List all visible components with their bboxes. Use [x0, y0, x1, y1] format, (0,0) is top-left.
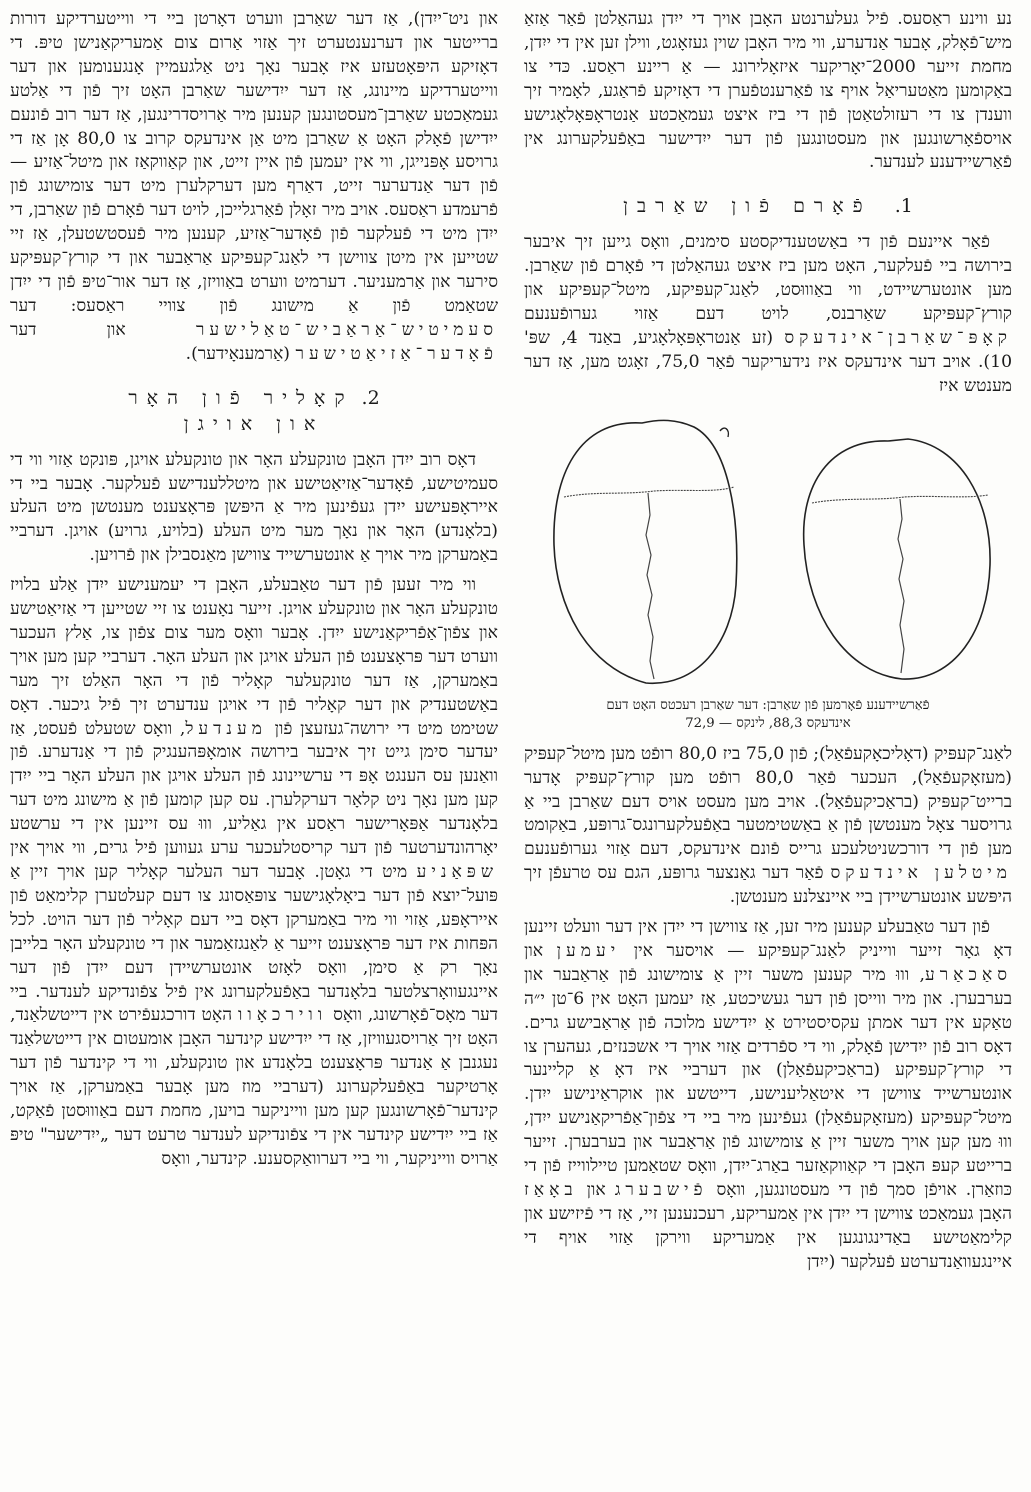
paragraph-table-observations: פֿון דער טאַבעלע קענען מיר זען, אַז צווישן די ייִדן אין דער וועלט זיינען דאָ גאָר זייער ווייניק לאַנג־קעפּיקע — אויסער אין יעמען און סאַכאַרע, וווּ מיר קענען משער זיין אַ צומישונג פֿון אַראַבער און בערבערן. און מיר ווייסן פֿון דער געשיכטע, אַז יעמען האָט אין 6־טן י״ה טאַקע אין דער אמתן עקסיסטירט אַ ייִדישע מלוכה פֿון אַראַבישע גרים. דאָס רוב פֿון ייִדישן פֿאָלק, ווי די ספֿרדים אַזוי אויך די אשכּנזים, געהערן צו די קורץ־קעפּיקע (בראַכיקעפֿאַלן) און דערביי איז דאָ אַ קליינער אונטערשייד צווישן די איטאַליענישע, דייטשע און אוקראַינישע ייִדן. מיטל־קעפּיקע (מעזאָקעפֿאַלן) געפֿינען מיר ביי די צפֿון־אַפֿריקאַנישע ייִדן, וווּ מען קען אויך משער זיין אַ צומישונג פֿון אַראַבער און בערבערן. זייער ברייטע קעפּ האָבן די קאַווקאַזער באַרג־ייִדן, וואָס שטאַמען טיילווייז פֿון די כּוזאַרן. אויפֿן סמך פֿון די מעסטונגען, וואָס פֿישבערג און באָאַז האָבן געמאַכט צווישן די ייִדן אין אַמעריקע, רעכנענען זיי, אַז די פֿיזישע און קלימאַטישע באַדינגונגען אין אַמעריקע ווירקן אַזוי אויף די איינגעוואַנדערטע פֿעלקער (ייִדן	[524, 917, 1012, 1272]
section-title-line-1: קאָליר פֿון האָר	[128, 386, 354, 409]
paragraph-hair-eyes-table: ווי מיר זעען פֿון דער טאַבעלע, האָבן די יעמענישע ייִדן אַלע בלויז טונקעלע האָר און טונקעלע אויגן. זייער נאָענט צו זיי שטייען די אַזיאַטישע און צפֿון־אַפֿריקאַנישע ייִדן. אָבער וואָס מער צום צפֿון צו, אַלץ העכער ווערט דער פּראָצענט פֿון העלע אויגן און העלע האָר. דערביי קען מען אויך באַמערקן, אַז דער טונקעלער קאָליר פֿון די האָר האַלט זיך מער באַשטענדיק און דער קאָליר פֿון די אויגן ענדערט זיך פֿיל גיכער. דאָס שטימט מיט די ירושה־געזעצן פֿון מענדעל, וואָס שטעלט פֿעסט, אַז יעדער סימן גייט זיך איבער בירושה אומאָפּהענגיק פֿון די אַנדערע. פֿון וואַנען עס הענגט אָפּ די ערשיינונג פֿון העלע אויגן און העלע האָר ביי ייִדן קען מען נאָך ניט קלאָר דערקלערן. עס קען קומען פֿון אַ מישונג מיט דער בלאָנדער אַפּאָרישער ראַסע אין גאַליע, וווּ עס זיינען אין די ערשטע יאָרהונדערטער פֿון דער קריסטלעכער ערע געווען פֿיל גרים, ווי אויך אין שפּאַניע מיט די גאָטן. אָבער דער העלער קאָליר קען אויך זיין אַ פּועל־יוצא פֿון דער ביאָלאָגישער צופּאַסונג צו דעם קעלטערן קלימאַט פֿון אייראָפּע, אַזוי ווי מיר באַמערקן דאָס ביי דעם קאָליר פֿון דער הויט. לכל הפּחות איז דער פּראָצענט זייער אַ לאַנגזאַמער און די טונקעלע האָר בלייבן נאָך רק אַ סימן, וואָס לאָזט אונטערשיידן דעם ייִדן פֿון דער איינגעוואָרצלטער בלאָנדער באַפֿעלקערונג אין פֿיל צפֿונדיקע לענדער. ביי דער מאָס־פֿאָרשונג, וואָס ווירכאָוו האָט דורכגעפֿירט אין דייטשלאַנד, האָט זיך אַרויסגעוויזן, אַז די ייִדישע קינדער האָבן אומעטום אין דייטשלאַנד נעגנבן אַ אַנדער פּראָצענט בלאָנדע און טונקעלע, ווי די קינדער פֿון דער אָרטיקער באַפֿעלקערונג (דערביי מוז מען אָבער באַמערקן, אַז אויך קינדער־פֿאָרשונגען קען מען ווייניקער בויען, מחמת דעם באַוווּסטן פֿאַקט, אַז ביי ייִדישע קינדער אין די צפֿונדיקע לענדער טרעט דער „ייִדישער" טיפּ אַרויס ווייניקער, ווי ביי דערוואַקסענע. קינדער, וואָס	[10, 575, 498, 1169]
spaced-name: מענדעל	[185, 718, 267, 739]
paragraph-skull-form: פֿאַר איינעם פֿון די באַשטענדיקסטע סימנים, וואָס גייען זיך איבער בירושה ביי פֿעלקער, האָט מען ביז איצט געהאַלטן די פֿאָרם פֿון שאַרבן. מען אונטערשיידט, ווי באַוווּסט, לאַנג־קעפּיקע, מיטל־קעפּיקע און קורץ־קעפּיקע שאַרבנס, לויט דעם אַזוי גערופֿענעם קאָפּ־שאַרבן־אינדעקס (זע אַנטראָפּאָלאָגיע, באַנד 4, שפּ' 10). אויב דער אינדעקס איז נידעריקער פֿאַר 75,0, זאָגט מען, אַז דער מענטש איז	[524, 232, 1012, 396]
section-title: פֿאָרם פֿון שאַרבן	[623, 195, 872, 218]
spaced-term: סעמיטיש־אַראַביש־טאַלישער	[195, 319, 498, 340]
section-number: 2.	[361, 386, 380, 409]
section-number: 1.	[894, 195, 913, 218]
intro-paragraph: נע ווינע ראַסעס. פֿיל געלערנטע האָבן אויך די ייִדן געהאַלטן פֿאַר אַזאַ מיש־פֿאָלק, אָבער אַנדערע, ווי מיר האָבן שוין געזאָגט, ווילן זען אין די ייִדן, מחמת זייער 2000־יאָריקער איזאָלירונג — אַ ריינע ראַסע. כּדי צו באַקומען מאַטעריאַל אויף צו פֿאַרענטפֿערן די דאָזיקע פֿראַגע, לאָמיר זיך ווענדן צו די רעזולטאַטן פֿון די ביז איצט געמאַכטע אַנטראָפּאָלאָגישע אויספֿאָרשונגען און מעסטונגען פֿון דער ייִדישער באַפֿעלקערונג אין פֿאַרשיידענע לענדער.	[524, 9, 1012, 173]
left-column	[10, 8, 498, 1486]
skull-left-sagittal	[646, 493, 654, 679]
paragraph-index-ranges: לאַנג־קעפּיק (דאָליכאָקעפֿאַל); פֿון 75,0 ביז 80,0 רופֿט מען מיטל־קעפּיק (מעזאָקעפֿאַל), העכער פֿאַר 80,0 רופֿט מען קורץ־קעפּיק אָדער ברייט־קעפּיק (בראַכיקעפֿאַל). אויב מען מעסט אויס דעם שאַרבן ביי אַ גרויסער צאָל מענטשן פֿון אַ באַשטימטער באַפֿעלקערונגס־גרופּע, באַקומט מען פֿון די דורכשניטלעכע גרייס פֿונם אינדעקס, דעם אַזוי גערופֿענעם מיטלען אינדעקס פֿאַר דער גאַנצער גרופּע, הגם עס טרעפֿן זיך היפּשע אונטערשיידן ביי איינצלנע מענטשן.	[524, 743, 1012, 908]
spaced-term: שפּאַניע	[416, 862, 498, 882]
skull-left-outline	[554, 420, 737, 683]
spaced-name: באָאַז	[524, 1180, 578, 1200]
paragraph-continuation: און ניט־ייִדן), אַז דער שאַרבן ווערט דאָרטן ביי די ווייטערדיקע דורות ברייטער און דערנענטערט זיך אַזוי אַרום צום אַמעריקאַנישן טיפּ. די דאָזיקע היפּאָטעזע איז אָבער נאָך ניט אַלגעמיין אָנגענומען און דער ווייטערדיקע מיינונג, אַז דער ייִדישער שאַרבן האָט זיך פֿון די אַלטע געמאַכטע שאַרבן־מעסטונגען קענען מיר אַרויסדרינגען, אַז דער רוב פֿונעם ייִדישן פֿאָלק האָט אַ שאַרבן מיט אַן אינדעקס קרוב צו 80,0 אָן אַז די גרויסע אָפּנייגן, ווי אין יעמען פֿון איין זייט, און קאַווקאַז און מיטל־אַזיע — פֿון דער אַנדערער זייט, דאַרף מען דערקלערן מיט דער צומישונג פֿון פֿרעמדע ראַסעס. אויב מיר זאָלן פֿאַרגלייכן, לויט דער פֿאָרם פֿון שאַרבן, די ייִדן מיט די פֿעלקער פֿון פֿאָדער־אַזיע, קענען מיר פֿעסטשטעלן, אַז זיי שטייען אין מיטן צווישן די לאַנג־קעפּיקע אַראַבער און די קורץ־קעפּיקע סירער און אַרמעניער. דערמיט ווערט באַוויזן, אַז דער אור־טיפּ פֿון די ייִדן שטאַמט פֿון אַ מישונג פֿון צוויי ראַסעס: דער סעמיטיש־אַראַביש־טאַלישער און דער פֿאָדער־אַזיאַטישער (אַרמענאָידער).	[10, 9, 498, 364]
section-heading-hair-eyes	[10, 385, 498, 437]
figure-caption	[524, 697, 1012, 733]
right-column	[524, 8, 1012, 1486]
figure-caption-line-1: פֿאַרשיידענע פֿאָרמען פֿון שאַרבן: דער שאַרבן רעכטס האָט דעם	[606, 697, 930, 713]
spaced-term: יעמען	[556, 940, 621, 961]
skulls-illustration	[524, 405, 1012, 695]
section-title-line-2: און אויגן	[183, 412, 325, 435]
skull-right-sagittal	[898, 499, 904, 673]
paragraph-hair-eyes-intro: דאָס רוב ייִדן האָבן טונקעלע האָר און טונקעלע אויגן, פּונקט אַזוי ווי די סעמיטישע, פֿאָדער־אַזיאַטישע און מיטללענדישע פֿעלקער. אָבער ביי די אייראָפּעישע ייִדן געפֿינען מיר אַ היפּשן פּראָצענט מענטשן מיט העלע (בלאָנדע) האָר און נאָך מער מיט העלע (בלויע, גרויע) אויגן. דערביי באַמערקן מיר אויך אַ אונטערשייד צווישן מאַנסבילן און פֿרויען.	[10, 449, 498, 566]
spaced-term: מיטלען אינדעקס	[830, 863, 1012, 884]
spaced-term: פֿאָדער־אַזיאַטישער	[295, 343, 498, 364]
section-heading-skull-form	[524, 193, 1012, 219]
spaced-term: סאַכאַרע	[925, 964, 1012, 985]
figure-caption-line-2: אינדעקס 88,3, לינקס — 72,9	[685, 715, 851, 731]
skull-right-outline	[804, 439, 990, 679]
spaced-name: ווירכאָוו	[237, 1005, 328, 1026]
spaced-name: פֿישבערג	[614, 1180, 708, 1200]
spaced-term: קאָפּ־שאַרבן־אינדעקס	[784, 327, 1012, 348]
skull-figure	[524, 405, 1012, 695]
skull-left-suture	[564, 487, 734, 497]
